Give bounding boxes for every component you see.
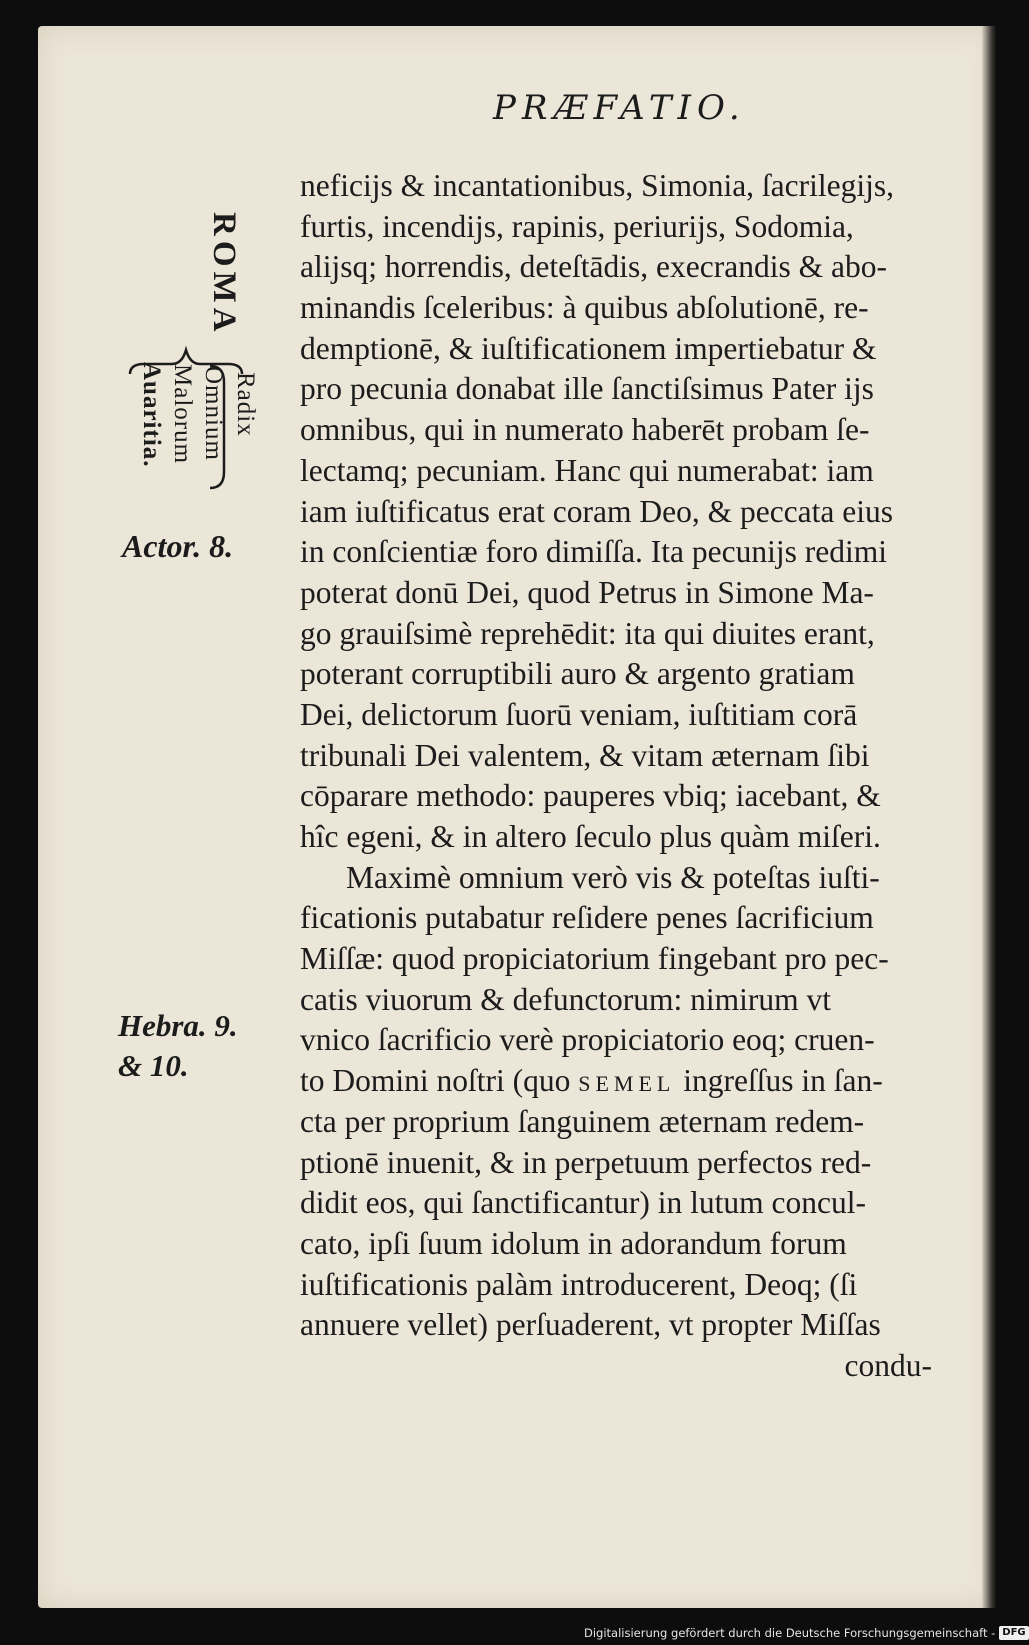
margin-malorum: Malorum [169,364,196,465]
margin-auaritia: Auaritia. [138,362,165,468]
text-line: pro pecunia donabat ille ſanctiſsimus Pater ijs [300,371,874,407]
text-line: alijsq; horrendis, deteſtādis, execrandis & abo- [300,249,887,285]
text-line: hîc egeni, & in altero ſeculo plus quàm miſeri. [300,819,881,854]
text-line: ficationis putabatur reſidere penes ſacrificium [300,900,874,936]
text-line: cta per proprium ſanguinem æternam redem- [300,1103,865,1139]
text-line: in conſcientiæ foro dimiſſa. Ita pecunijs redimi [300,534,887,570]
smallcaps-semel: SEMEL [578,1071,676,1097]
dfg-logo: DFG [999,1626,1028,1640]
margin-note-actor: Actor. 8. [122,528,234,564]
margin-omnium: Omnium [200,366,227,461]
text-line-part: ingreſſus in ſan- [675,1063,883,1099]
text-line-part: to Domini noſtri (quo [300,1063,579,1099]
footer-text: Digitalisierung gefördert durch die Deutsche Forschungsgemeinschaft - [584,1626,996,1640]
text-line: Dei, delictorum ſuorū veniam, iuſtitiam corā [300,696,858,732]
text-line [300,1061,1000,1102]
text-line: furtis, incendijs, rapinis, periurijs, Sodomia, [300,208,854,244]
text-line: lectamq; pecuniam. Hanc qui numerabat: iam [300,452,874,488]
margin-radix: Radix [232,372,259,437]
text-line: Miſſæ: quod propiciatorium fingebant pro pec- [300,941,889,977]
text-line: demptionē, & iuſtificationem impertiebatur & [300,330,877,366]
text-line: cōparare methodo: pauperes vbiq; iacebant, & [300,778,881,814]
text-line: cato, ipſi ſuum idolum in adorandum forum [300,1225,847,1261]
running-head: PRÆFATIO. [493,88,746,128]
text-line: omnibus, qui in numerato haberēt probam ſe- [300,412,870,448]
text-line: iuſtificationis palàm introducerent, Deoq; (ſi [300,1266,858,1302]
text-line: poterat donū Dei, quod Petrus in Simone Ma- [300,574,874,610]
text-line: ptionē inuenit, & in perpetuum perfectos red- [300,1144,872,1180]
margin-roma: ROMA [206,212,242,337]
text-line: vnico ſacrificio verè propiciatorio eoq; cruen- [300,1022,875,1058]
digitization-footer [584,1624,1026,1642]
margin-note-hebr: Hebra. 9. [118,1008,238,1043]
text-line: iam iuſtificatus erat coram Deo, & peccata eius [300,493,893,529]
text-line: go grauiſsimè reprehēdit: ita qui diuites erant, [300,615,875,651]
text-line: tribunali Dei valentem, & vitam æternam ſibi [300,737,870,773]
book-page [38,26,996,1608]
text-line: neficijs & incantationibus, Simonia, ſacrilegijs, [300,168,895,203]
text-line-paragraph-start: Maximè omnium verò vis & poteſtas iuſti- [346,859,880,895]
text-line: catis viuorum & defunctorum: nimirum vt [300,981,832,1017]
margin-note-hebr-10: & 10. [118,1048,189,1083]
catchword: condu- [844,1347,932,1383]
text-line: annuere vellet) perſuaderent, vt propter Miſſas [300,1307,881,1343]
text-line: didit eos, qui ſanctificantur) in lutum concul- [300,1185,866,1221]
text-line: minandis ſceleribus: à quibus abſolutionē, re- [300,290,869,326]
text-line: poterant corruptibili auro & argento gratiam [300,656,855,692]
body-text [300,166,1000,1387]
